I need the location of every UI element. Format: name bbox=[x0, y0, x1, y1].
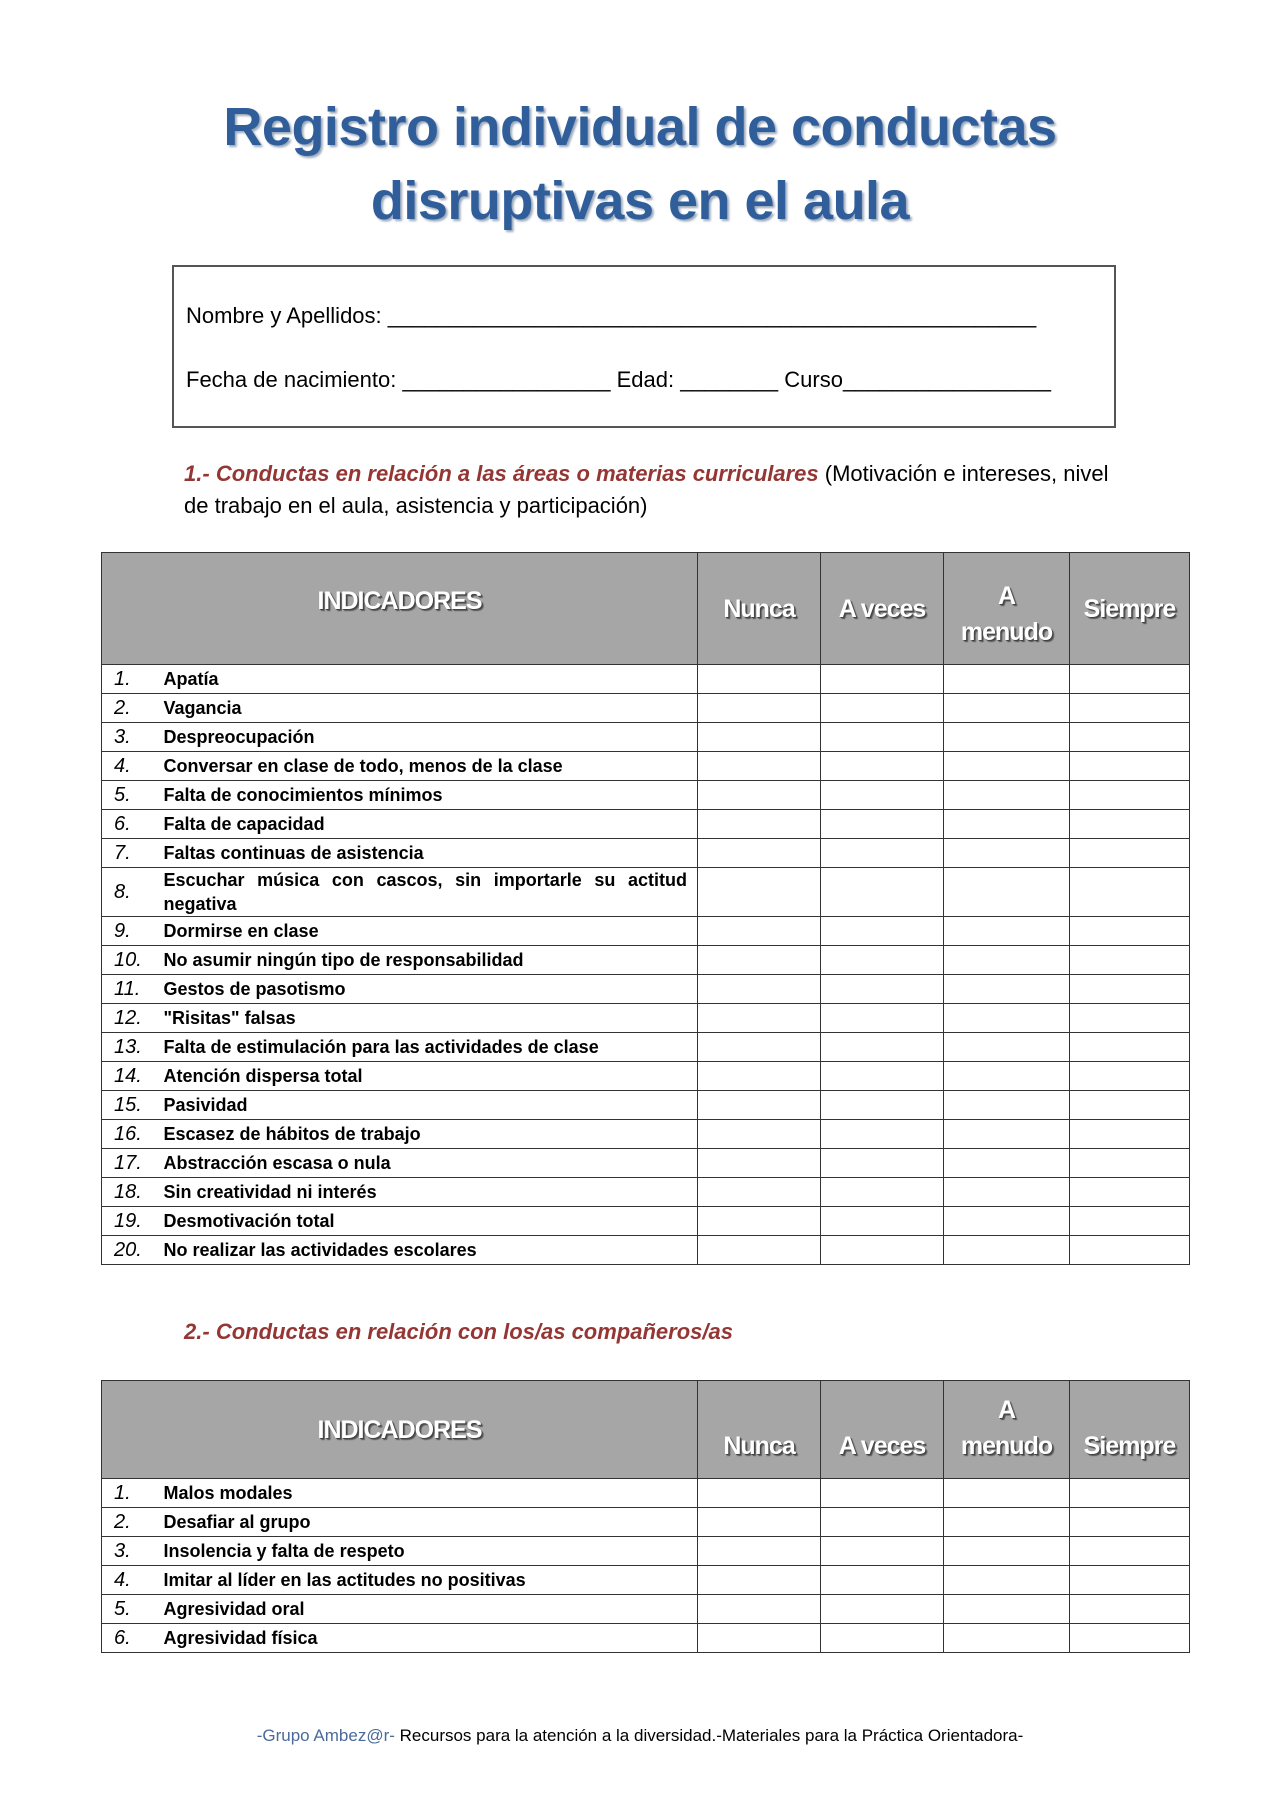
row-indicator: Pasividad bbox=[164, 1091, 698, 1120]
header-siempre: Siempre bbox=[1070, 553, 1190, 665]
cell-siempre[interactable] bbox=[1070, 665, 1190, 694]
row-indicator: No realizar las actividades escolares bbox=[164, 1236, 698, 1265]
cell-a-veces[interactable] bbox=[821, 1178, 944, 1207]
row-number: 17. bbox=[102, 1149, 164, 1178]
row-indicator: Falta de conocimientos mínimos bbox=[164, 781, 698, 810]
row-number: 11. bbox=[102, 975, 164, 1004]
row-indicator: Falta de capacidad bbox=[164, 810, 698, 839]
row-number: 14. bbox=[102, 1062, 164, 1091]
cell-a-veces[interactable] bbox=[821, 1062, 944, 1091]
indicators-table-2 bbox=[101, 1380, 1190, 1653]
cell-a-veces[interactable] bbox=[821, 1033, 944, 1062]
row-indicator: Despreocupación bbox=[164, 723, 698, 752]
row-indicator: Dormirse en clase bbox=[164, 917, 698, 946]
cell-a-veces[interactable] bbox=[821, 1207, 944, 1236]
row-indicator: Conversar en clase de todo, menos de la clase bbox=[164, 752, 698, 781]
cell-siempre[interactable] bbox=[1070, 781, 1190, 810]
cell-nunca[interactable] bbox=[698, 1566, 821, 1595]
table-row bbox=[102, 1537, 1190, 1566]
cell-siempre[interactable] bbox=[1070, 1033, 1190, 1062]
table-row bbox=[102, 1624, 1190, 1653]
row-number: 1. bbox=[102, 665, 164, 694]
table-row bbox=[102, 810, 1190, 839]
course-blank[interactable]: _________________ bbox=[842, 367, 1051, 392]
cell-a-menudo[interactable] bbox=[944, 839, 1070, 868]
cell-nunca[interactable] bbox=[698, 1508, 821, 1537]
row-indicator: Escuchar música con cascos, sin importarle su actitud negativa bbox=[164, 868, 698, 917]
row-number: 20. bbox=[102, 1236, 164, 1265]
cell-nunca[interactable] bbox=[698, 1479, 821, 1508]
cell-a-menudo[interactable] bbox=[944, 946, 1070, 975]
row-indicator: Gestos de pasotismo bbox=[164, 975, 698, 1004]
cell-a-veces[interactable] bbox=[821, 1537, 944, 1566]
cell-a-menudo[interactable] bbox=[944, 1595, 1070, 1624]
cell-a-veces[interactable] bbox=[821, 1236, 944, 1265]
table-row bbox=[102, 917, 1190, 946]
cell-nunca[interactable] bbox=[698, 1178, 821, 1207]
row-number: 6. bbox=[102, 810, 164, 839]
row-indicator: Agresividad oral bbox=[164, 1595, 698, 1624]
cell-siempre[interactable] bbox=[1070, 839, 1190, 868]
name-field[interactable] bbox=[186, 303, 1036, 329]
cell-nunca[interactable] bbox=[698, 975, 821, 1004]
cell-a-veces[interactable] bbox=[821, 975, 944, 1004]
age-blank[interactable]: ________ bbox=[680, 367, 779, 392]
row-number: 6. bbox=[102, 1624, 164, 1653]
table-row bbox=[102, 868, 1190, 917]
header-a-menudo: A menudo bbox=[944, 553, 1070, 665]
table-row bbox=[102, 1120, 1190, 1149]
table-row bbox=[102, 1178, 1190, 1207]
row-indicator: Desmotivación total bbox=[164, 1207, 698, 1236]
cell-nunca[interactable] bbox=[698, 781, 821, 810]
cell-a-veces[interactable] bbox=[821, 1595, 944, 1624]
student-info-box bbox=[172, 265, 1116, 428]
cell-a-menudo[interactable] bbox=[944, 1004, 1070, 1033]
cell-nunca[interactable] bbox=[698, 868, 821, 917]
table-row bbox=[102, 694, 1190, 723]
cell-a-menudo[interactable] bbox=[944, 1062, 1070, 1091]
cell-a-veces[interactable] bbox=[821, 917, 944, 946]
row-indicator: Sin creatividad ni interés bbox=[164, 1178, 698, 1207]
table-row bbox=[102, 1508, 1190, 1537]
cell-a-menudo[interactable] bbox=[944, 975, 1070, 1004]
cell-a-veces[interactable] bbox=[821, 1004, 944, 1033]
header-indicadores: INDICADORES bbox=[102, 553, 698, 665]
name-label: Nombre y Apellidos: bbox=[186, 303, 382, 328]
cell-siempre[interactable] bbox=[1070, 694, 1190, 723]
cell-a-menudo[interactable] bbox=[944, 1479, 1070, 1508]
cell-a-menudo[interactable] bbox=[944, 917, 1070, 946]
row-number: 12. bbox=[102, 1004, 164, 1033]
cell-nunca[interactable] bbox=[698, 1236, 821, 1265]
row-number: 4. bbox=[102, 1566, 164, 1595]
cell-siempre[interactable] bbox=[1070, 723, 1190, 752]
row-number: 10. bbox=[102, 946, 164, 975]
row-indicator: Abstracción escasa o nula bbox=[164, 1149, 698, 1178]
cell-nunca[interactable] bbox=[698, 1033, 821, 1062]
table-row bbox=[102, 1595, 1190, 1624]
cell-nunca[interactable] bbox=[698, 1004, 821, 1033]
row-number: 9. bbox=[102, 917, 164, 946]
row-number: 5. bbox=[102, 1595, 164, 1624]
cell-a-veces[interactable] bbox=[821, 1479, 944, 1508]
cell-a-menudo[interactable] bbox=[944, 694, 1070, 723]
row-indicator: "Risitas" falsas bbox=[164, 1004, 698, 1033]
row-indicator: Falta de estimulación para las actividades de clase bbox=[164, 1033, 698, 1062]
table-row bbox=[102, 1236, 1190, 1265]
cell-siempre[interactable] bbox=[1070, 1508, 1190, 1537]
table-row bbox=[102, 723, 1190, 752]
table-row bbox=[102, 1149, 1190, 1178]
row-number: 4. bbox=[102, 752, 164, 781]
header-nunca: Nunca bbox=[698, 1381, 821, 1479]
cell-a-menudo[interactable] bbox=[944, 1120, 1070, 1149]
row-number: 1. bbox=[102, 1479, 164, 1508]
cell-siempre[interactable] bbox=[1070, 1624, 1190, 1653]
cell-nunca[interactable] bbox=[698, 1149, 821, 1178]
cell-nunca[interactable] bbox=[698, 665, 821, 694]
header-siempre: Siempre bbox=[1070, 1381, 1190, 1479]
cell-a-veces[interactable] bbox=[821, 694, 944, 723]
cell-a-menudo[interactable] bbox=[944, 810, 1070, 839]
cell-a-menudo[interactable] bbox=[944, 1537, 1070, 1566]
cell-a-menudo[interactable] bbox=[944, 1236, 1070, 1265]
row-indicator: Imitar al líder en las actitudes no positivas bbox=[164, 1566, 698, 1595]
age-label: Edad: bbox=[616, 367, 675, 392]
cell-nunca[interactable] bbox=[698, 946, 821, 975]
cell-a-menudo[interactable] bbox=[944, 1207, 1070, 1236]
page-title-line2: disruptivas en el aula bbox=[370, 171, 910, 231]
cell-a-menudo[interactable] bbox=[944, 1566, 1070, 1595]
row-number: 3. bbox=[102, 723, 164, 752]
row-indicator: Vagancia bbox=[164, 694, 698, 723]
cell-a-veces[interactable] bbox=[821, 1091, 944, 1120]
cell-a-veces[interactable] bbox=[821, 946, 944, 975]
row-indicator: Malos modales bbox=[164, 1479, 698, 1508]
row-indicator: Agresividad física bbox=[164, 1624, 698, 1653]
cell-siempre[interactable] bbox=[1070, 1537, 1190, 1566]
cell-siempre[interactable] bbox=[1070, 1595, 1190, 1624]
cell-a-veces[interactable] bbox=[821, 665, 944, 694]
row-number: 2. bbox=[102, 1508, 164, 1537]
cell-nunca[interactable] bbox=[698, 1120, 821, 1149]
row-indicator: No asumir ningún tipo de responsabilidad bbox=[164, 946, 698, 975]
cell-nunca[interactable] bbox=[698, 810, 821, 839]
cell-a-menudo[interactable] bbox=[944, 723, 1070, 752]
row-indicator: Desafiar al grupo bbox=[164, 1508, 698, 1537]
section2-heading bbox=[184, 1316, 1124, 1348]
cell-siempre[interactable] bbox=[1070, 1479, 1190, 1508]
cell-a-menudo[interactable] bbox=[944, 1091, 1070, 1120]
header-indicadores: INDICADORES bbox=[102, 1381, 698, 1479]
row-indicator: Insolencia y falta de respeto bbox=[164, 1537, 698, 1566]
cell-a-menudo[interactable] bbox=[944, 665, 1070, 694]
cell-siempre[interactable] bbox=[1070, 1178, 1190, 1207]
cell-nunca[interactable] bbox=[698, 1062, 821, 1091]
header-a-menudo: A menudo bbox=[944, 1381, 1070, 1479]
cell-nunca[interactable] bbox=[698, 1091, 821, 1120]
table-row bbox=[102, 1091, 1190, 1120]
cell-a-menudo[interactable] bbox=[944, 1149, 1070, 1178]
cell-nunca[interactable] bbox=[698, 1537, 821, 1566]
cell-siempre[interactable] bbox=[1070, 868, 1190, 917]
section1-heading bbox=[184, 458, 1124, 522]
table-row bbox=[102, 839, 1190, 868]
cell-a-veces[interactable] bbox=[821, 810, 944, 839]
cell-a-veces[interactable] bbox=[821, 1566, 944, 1595]
cell-a-veces[interactable] bbox=[821, 1508, 944, 1537]
cell-siempre[interactable] bbox=[1070, 1062, 1190, 1091]
row-indicator: Atención dispersa total bbox=[164, 1062, 698, 1091]
row-number: 8. bbox=[102, 868, 164, 917]
row-number: 18. bbox=[102, 1178, 164, 1207]
cell-nunca[interactable] bbox=[698, 723, 821, 752]
cell-a-menudo[interactable] bbox=[944, 1033, 1070, 1062]
row-number: 2. bbox=[102, 694, 164, 723]
cell-siempre[interactable] bbox=[1070, 1091, 1190, 1120]
birth-label: Fecha de nacimiento: bbox=[186, 367, 397, 392]
row-indicator: Apatía bbox=[164, 665, 698, 694]
birth-row bbox=[186, 367, 1051, 393]
cell-siempre[interactable] bbox=[1070, 1566, 1190, 1595]
cell-nunca[interactable] bbox=[698, 694, 821, 723]
cell-a-veces[interactable] bbox=[821, 752, 944, 781]
cell-nunca[interactable] bbox=[698, 1595, 821, 1624]
cell-a-veces[interactable] bbox=[821, 723, 944, 752]
indicators-table-1 bbox=[101, 552, 1190, 1265]
cell-a-veces[interactable] bbox=[821, 839, 944, 868]
table-row bbox=[102, 781, 1190, 810]
cell-a-veces[interactable] bbox=[821, 1149, 944, 1178]
cell-a-menudo[interactable] bbox=[944, 752, 1070, 781]
table-row bbox=[102, 946, 1190, 975]
cell-a-menudo[interactable] bbox=[944, 1624, 1070, 1653]
cell-a-veces[interactable] bbox=[821, 1120, 944, 1149]
page-title-line1: Registro individual de conductas bbox=[223, 97, 1057, 157]
cell-siempre[interactable] bbox=[1070, 752, 1190, 781]
cell-a-menudo[interactable] bbox=[944, 781, 1070, 810]
row-number: 16. bbox=[102, 1120, 164, 1149]
section2-number: 2.- bbox=[184, 1319, 210, 1344]
footer-text: Recursos para la atención a la diversidad.-Materiales para la Práctica Orientadora- bbox=[394, 1726, 1024, 1745]
cell-a-menudo[interactable] bbox=[944, 1508, 1070, 1537]
cell-siempre[interactable] bbox=[1070, 1207, 1190, 1236]
header-a-veces: A veces bbox=[821, 553, 944, 665]
row-number: 3. bbox=[102, 1537, 164, 1566]
cell-siempre[interactable] bbox=[1070, 1004, 1190, 1033]
table-row bbox=[102, 975, 1190, 1004]
cell-siempre[interactable] bbox=[1070, 1149, 1190, 1178]
row-indicator: Escasez de hábitos de trabajo bbox=[164, 1120, 698, 1149]
row-number: 19. bbox=[102, 1207, 164, 1236]
cell-nunca[interactable] bbox=[698, 1624, 821, 1653]
row-number: 15. bbox=[102, 1091, 164, 1120]
table-row bbox=[102, 1566, 1190, 1595]
course-label: Curso bbox=[784, 367, 843, 392]
cell-a-veces[interactable] bbox=[821, 1624, 944, 1653]
footer-group: -Grupo Ambez@r- bbox=[256, 1726, 395, 1745]
name-blank[interactable]: _____________________________________________________ bbox=[387, 303, 1037, 328]
header-nunca: Nunca bbox=[698, 553, 821, 665]
section1-number: 1.- bbox=[184, 461, 210, 486]
cell-nunca[interactable] bbox=[698, 1207, 821, 1236]
cell-a-veces[interactable] bbox=[821, 781, 944, 810]
table-row bbox=[102, 1033, 1190, 1062]
row-number: 5. bbox=[102, 781, 164, 810]
table-row bbox=[102, 1479, 1190, 1508]
header-a-veces: A veces bbox=[821, 1381, 944, 1479]
row-number: 7. bbox=[102, 839, 164, 868]
cell-nunca[interactable] bbox=[698, 839, 821, 868]
cell-a-veces[interactable] bbox=[821, 868, 944, 917]
footer bbox=[0, 1726, 1280, 1746]
table-row bbox=[102, 1004, 1190, 1033]
cell-nunca[interactable] bbox=[698, 752, 821, 781]
table-row bbox=[102, 752, 1190, 781]
section1-note: (Motivación e intereses, nivel de trabajo en el aula, asistencia y participación) bbox=[184, 461, 1109, 518]
cell-siempre[interactable] bbox=[1070, 946, 1190, 975]
row-number: 13. bbox=[102, 1033, 164, 1062]
cell-siempre[interactable] bbox=[1070, 1120, 1190, 1149]
cell-nunca[interactable] bbox=[698, 917, 821, 946]
cell-siempre[interactable] bbox=[1070, 917, 1190, 946]
cell-siempre[interactable] bbox=[1070, 1236, 1190, 1265]
cell-a-menudo[interactable] bbox=[944, 1178, 1070, 1207]
table-row bbox=[102, 1062, 1190, 1091]
table-row bbox=[102, 665, 1190, 694]
section1-title: Conductas en relación a las áreas o materias curriculares bbox=[215, 461, 819, 486]
table-row bbox=[102, 1207, 1190, 1236]
cell-siempre[interactable] bbox=[1070, 810, 1190, 839]
row-indicator: Faltas continuas de asistencia bbox=[164, 839, 698, 868]
section2-title: Conductas en relación con los/as compañeros/as bbox=[215, 1319, 733, 1344]
birth-blank[interactable]: _________________ bbox=[402, 367, 611, 392]
cell-siempre[interactable] bbox=[1070, 975, 1190, 1004]
cell-a-menudo[interactable] bbox=[944, 868, 1070, 917]
